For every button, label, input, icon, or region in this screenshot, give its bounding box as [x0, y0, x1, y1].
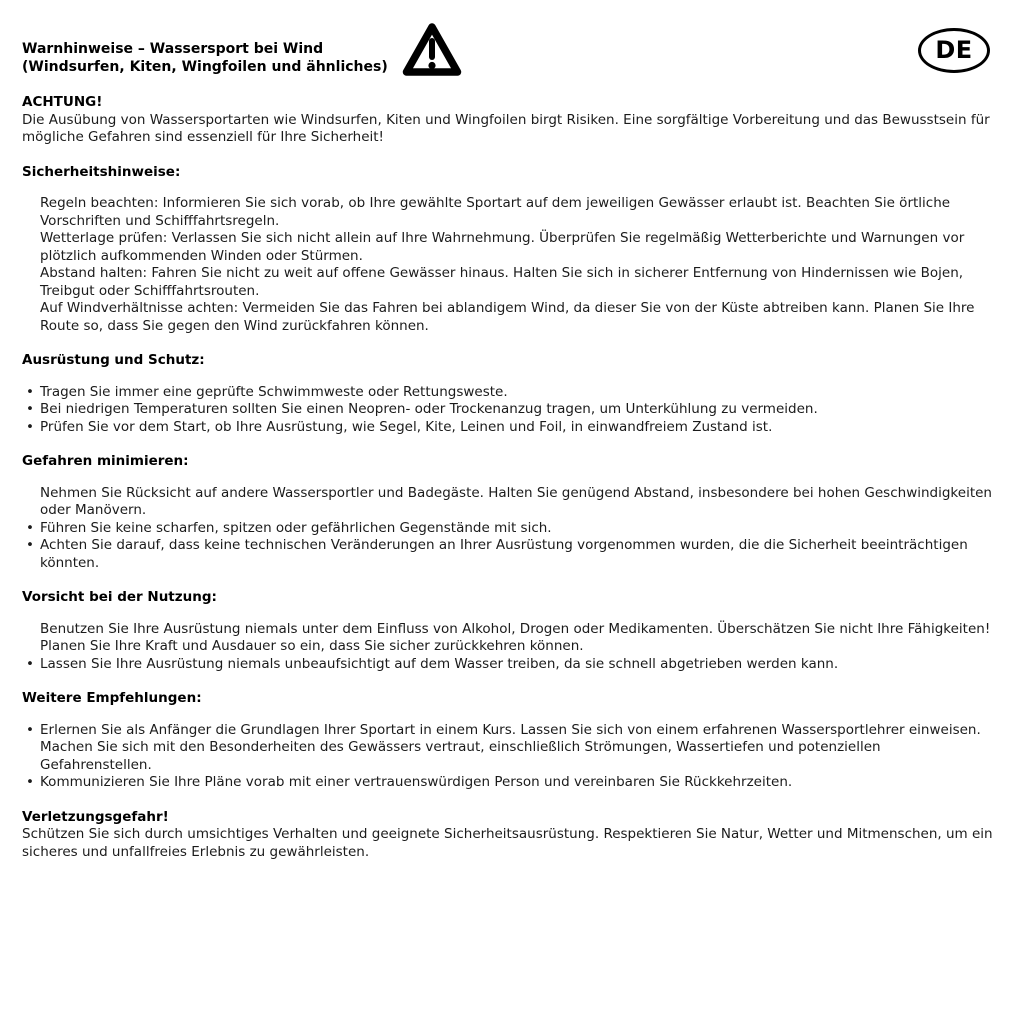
list-item-text: Regeln beachten: Informieren Sie sich vorab, ob Ihre gewählte Sportart auf dem jeweiligen Gewässer erlaubt ist. Beachten Sie örtliche Vorschriften und Schifffahrtsregeln. [40, 195, 951, 229]
list-item [22, 722, 995, 740]
page-title [22, 40, 388, 76]
list-item [22, 300, 995, 335]
list [22, 195, 995, 335]
section-heading: Verletzungsgefahr! [22, 808, 169, 825]
section-verletzungsgefahr [22, 809, 995, 862]
list-item-text: Achten Sie darauf, dass keine technischen Veränderungen an Ihrer Ausrüstung vorgenommen wurden, die die Sicherheit beeinträchtigen könnten. [40, 537, 968, 571]
paragraph: Schützen Sie sich durch umsichtiges Verhalten und geeignete Sicherheitsausrüstung. Respektieren Sie Natur, Wetter und Mitmenschen, um ein sicheres und unfallfreies Erlebnis zu gewährleisten. [22, 826, 993, 860]
list [22, 485, 995, 573]
section-heading: Sicherheitshinweise: [22, 163, 181, 180]
list-item-text: Auf Windverhältnisse achten: Vermeiden Sie das Fahren bei ablandigem Wind, da dieser Sie von der Küste abtreiben kann. Planen Sie Ihre Route so, dass Sie gegen den Wind zurückfahren können. [40, 300, 975, 334]
list-item [22, 401, 995, 419]
list-item-text: Abstand halten: Fahren Sie nicht zu weit auf offene Gewässer hinaus. Halten Sie sich in sicherer Entfernung von Hindernissen wie Bojen, Treibgut oder Schifffahrtsrouten. [40, 265, 964, 299]
list-item [22, 265, 995, 300]
list-item [22, 384, 995, 402]
document-header [22, 35, 995, 94]
list-item-text: Prüfen Sie vor dem Start, ob Ihre Ausrüstung, wie Segel, Kite, Leinen und Foil, in einwandfreiem Zustand ist. [40, 418, 773, 435]
bullet-marker: • [26, 519, 34, 536]
page-title-line2: (Windsurfen, Kiten, Wingfoilen und ähnliches) [22, 59, 388, 75]
bullet-marker: • [26, 418, 34, 435]
list-item [22, 656, 995, 674]
bullet-marker: • [26, 383, 34, 400]
language-badge [918, 28, 990, 73]
section-heading: Ausrüstung und Schutz: [22, 352, 205, 368]
bullet-marker: • [26, 537, 34, 553]
page-title-line1: Warnhinweise – Wassersport bei Wind [22, 41, 324, 57]
list-item [22, 520, 995, 538]
list-item-text: Bei niedrigen Temperaturen sollten Sie einen Neopren- oder Trockenanzug tragen, um Unterkühlung zu vermeiden. [40, 401, 818, 417]
list-item [22, 537, 995, 572]
section-achtung [22, 94, 995, 147]
bullet-marker: • [26, 774, 34, 790]
list-item [22, 774, 995, 792]
list-item-text: Führen Sie keine scharfen, spitzen oder gefährlichen Gegenstände mit sich. [40, 519, 552, 536]
paragraph: Die Ausübung von Wassersportarten wie Windsurfen, Kiten und Wingfoilen birgt Risiken. Eine sorgfältige Vorbereitung und das Bewusstsein für mögliche Gefahren sind essenziell für Ihre Sicherheit! [22, 111, 990, 145]
list-item-text: Wetterlage prüfen: Verlassen Sie sich nicht allein auf Ihre Wahrnehmung. Überprüfen Sie regelmäßig Wetterberichte und Warnungen vor plötzlich aufkommenden Winden oder Stürmen. [40, 230, 965, 264]
section-ausruestung-und-schutz [22, 352, 995, 436]
section-weitere-empfehlungen [22, 690, 995, 792]
list-item [22, 195, 995, 230]
list-item [22, 419, 995, 437]
section-sicherheitshinweise [22, 164, 995, 336]
list-item-text: Tragen Sie immer eine geprüfte Schwimmweste oder Rettungsweste. [40, 383, 508, 400]
list [22, 722, 995, 792]
list-item [22, 230, 995, 265]
list-item-text: Machen Sie sich mit den Besonderheiten des Gewässers vertraut, einschließlich Strömungen, Wassertiefen und potenziellen Gefahrenstellen. [40, 739, 881, 773]
section-heading: Weitere Empfehlungen: [22, 690, 202, 706]
list-item-text: Erlernen Sie als Anfänger die Grundlagen Ihrer Sportart in einem Kurs. Lassen Sie sich von einem erfahrenen Wassersportlehrer einweisen. [40, 721, 981, 738]
bullet-marker: • [26, 401, 34, 417]
section-heading: ACHTUNG! [22, 94, 103, 110]
list-item-text: Lassen Sie Ihre Ausrüstung niemals unbeaufsichtigt auf dem Wasser treiben, da sie schnell abgetrieben werden kann. [40, 655, 839, 672]
list-item [22, 739, 995, 774]
list [22, 621, 995, 674]
list-item-text: Nehmen Sie Rücksicht auf andere Wassersportler und Badegäste. Halten Sie genügend Abstand, insbesondere bei hohen Geschwindigkeiten oder Manövern. [40, 484, 992, 518]
section-heading: Gefahren minimieren: [22, 453, 189, 469]
list-item-text: Benutzen Sie Ihre Ausrüstung niemals unter dem Einfluss von Alkohol, Drogen oder Medikamenten. Überschätzen Sie nicht Ihre Fähigkeiten! Planen Sie Ihre Kraft und Ausdauer so ein, dass Sie sicher zurückkehren können. [40, 620, 991, 654]
bullet-marker: • [26, 721, 34, 738]
list-item [22, 621, 995, 656]
section-gefahren-minimieren [22, 453, 995, 572]
warning-triangle-icon [401, 21, 463, 80]
section-heading: Vorsicht bei der Nutzung: [22, 589, 217, 605]
list-item-text: Kommunizieren Sie Ihre Pläne vorab mit einer vertrauenswürdigen Person und vereinbaren Sie Rückkehrzeiten. [40, 774, 793, 790]
bullet-marker: • [26, 655, 34, 672]
language-badge-label: DE [935, 35, 973, 64]
list [22, 384, 995, 437]
section-vorsicht-bei-der-nutzung [22, 589, 995, 673]
list-item [22, 485, 995, 520]
